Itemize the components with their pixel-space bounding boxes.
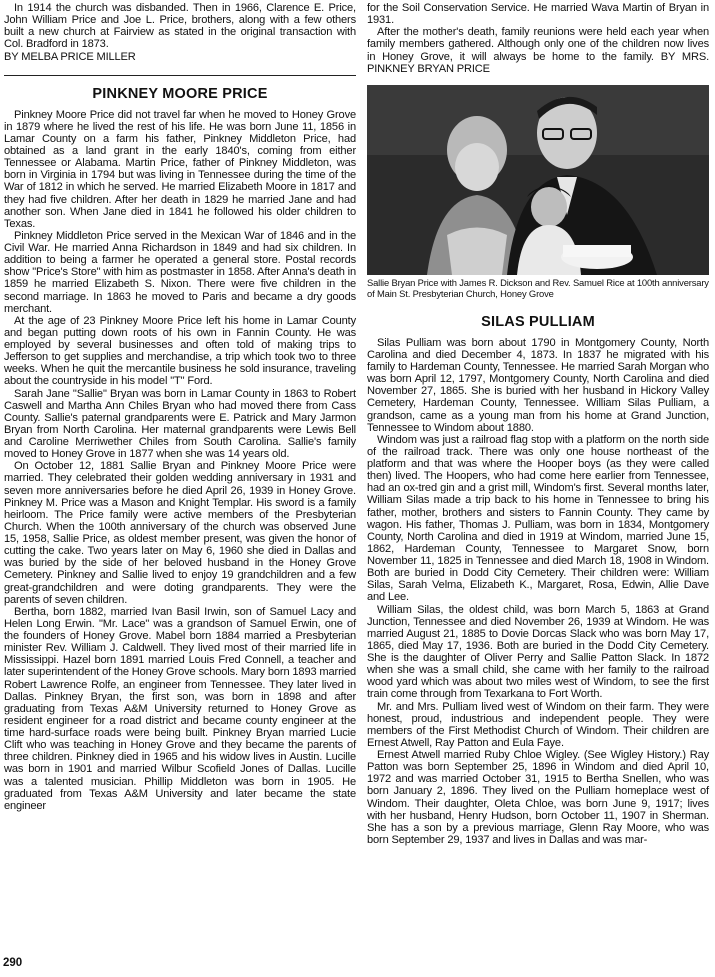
article-paragraph: Sarah Jane "Sallie" Bryan was born in Lamar County in 1863 to Robert Caswell and Martha Ann Chiles Bryan who had moved there from Cass County. Sallie's paternal grandparents were E. Patrick and Mary Jarmon Bryan from North Carolina. Her maternal grandparents were Lewis Bell and Caroline Merriwether Chiles from South Carolina. Sallie's family moved to Honey Grove in 1877 when she was 14 years old. — [4, 387, 356, 461]
article-paragraph: On October 12, 1881 Sallie Bryan and Pinkney Moore Price were married. They celebrated their golden wedding anniversary in 1931 and seven more anniversaries before he died April 26, 1939 in Honey Grove. Pinkney M. Price was a Mason and Knight Templar. His sword is a family heirloom. The Price family were active members of the Presbyterian Church. When the 100th anniversary of the church was observed June 15, 1958, Sallie Price, as oldest member present, was given the honor of cutting the cake. Two years later on May 6, 1960 she died in Dallas and was buried by the side of her beloved husband in the Honey Grove Cemetery. Pinkney and Sallie lived to enjoy 19 grandchildren and a few great-grandchildren and were doting grandparents. They were the parents of seven children. — [4, 460, 356, 606]
section-divider — [4, 75, 356, 76]
article-paragraph: Pinkney Middleton Price served in the Mexican War of 1846 and in the Civil War. He married Anna Richardson in 1849 and had six children. In addition to being a farmer he operated a general store. Postal records show "Price's Store" with him as postmaster in 1858. After Anna's death in 1859 he married Elizabeth S. Nixon. There were five children in the second marriage. In 1863 he moved to Paris and became a dry goods merchant. — [4, 229, 356, 315]
photo-illustration — [367, 85, 709, 275]
article-paragraph: Ernest Atwell married Ruby Chloe Wigley. (See Wigley History.) Ray Patton was born September 25, 1896 in Windom and died April 10, 1972 and was married October 31, 1915 to Bertha Snellen, who was born January 2, 1896. They lived on the Pulliam homeplace west of Windom. Their daughter, Oleta Chloe, was born June 9, 1917; lives with her husband, Henry Hudson, born October 11, 1907 in Sherman. She has a son by a previous marriage, Glenn Ray Moore, who was born September 29, 1937 and lives in Dallas and was mar- — [367, 749, 709, 846]
byline: BY MRS. PINKNEY BRYAN PRICE — [367, 50, 709, 75]
article-paragraph: Windom was just a railroad flag stop with a platform on the north side of the railroad track. There was only one house northeast of the platform and that was where the Hooper boys (as they were called then) lived. The Hoopers, who had come here earlier from Tennessee, had an ox-tred gin and a grist mill, Windom's first. Several months later, William Silas made a trip back to his home in Tennessee to bring his father, mother, brothers and sisters to Fannin County. They came by wagon. His father, Thomas J. Pulliam, was born in 1834, Montgomery County, North Carolina and died in 1919 at Windom, married June 15, 1862, Hardeman County, Tennessee to Margaret Snow, born November 11, 1825 in Tennessee and died March 18, 1908 in Windom. Both are buried in Dodd City Cemetery. Their children were: William Silas, Sarah Velma, Elizabeth K., Margaret, Rosa, Edwin, Allie Dave and Lee. — [367, 433, 709, 604]
photo-caption: Sallie Bryan Price with James R. Dickson and Rev. Samuel Rice at 100th anniversary of Main St. Presbyterian Church, Honey Grove — [367, 276, 709, 299]
article-paragraph: At the age of 23 Pinkney Moore Price left his home in Lamar County and began putting down roots of his own in Fannin County. He was employed by several businesses and often told of making trips to Jefferson to get supplies and merchandise, a trip which took two to three weeks. When he quit the mercantile business he sold insurance, traveling about the countryside in his model "T" Ford. — [4, 314, 356, 388]
article-paragraph: Silas Pulliam was born about 1790 in Montgomery County, North Carolina and died December 4, 1873. In 1837 he migrated with his family to Hardeman County, Tennessee. He married Sarah Morgan who was born April 12, 1797, Montgomery County, North Carolina and died November 27, 1865. She is buried with her husband in Hickory Valley Cemetery, Hardeman County, Tennessee. William Silas Pulliam, a grandson, came as a young man from his home at Grand Junction, Tennessee to Windom about 1880. — [367, 336, 709, 434]
intro-paragraph: In 1914 the church was disbanded. Then in 1966, Clarence E. Price, John William Price and Joe L. Price, brothers, along with a few others built a new church at Fairview as stated in the original transaction with Col. Bradford in 1873. — [4, 2, 356, 51]
article-paragraph: Bertha, born 1882, married Ivan Basil Irwin, son of Samuel Lacy and Helen Long Erwin. "Mr. Lace" was a grandson of Samuel Erwin, one of the founders of Honey Grove. Mabel born 1884 married a Presbyterian minister Rev. William J. Caldwell. They lived most of their married life in Mississippi. Hazel born 1891 married Louis Fred Connell, a teacher and later superintendent of the Honey Grove schools. Mary born 1893 married Robert Lawrence Rolfe, an engineer from Tennessee. They later lived in Dallas. Pinkney Bryan, the first son, was born in 1898 and after graduating from Texas A&M University returned to Honey Grove as resident engineer for a road district and became county engineer at the time hard-surface roads were being built. Pinkney Bryan married Lucie Clift who was teaching in Honey Grove and they became the parents of three children. Pinkney died in 1965 and his widow lives in Austin. Lucille was born in 1901 and married Wilbur Scofield Jones of Dallas. Lucille was a talented musician. Phillip Middleton was born in 1905. He graduated from Texas A&M University and later became the state engineer — [4, 605, 356, 812]
article-paragraph: Mr. and Mrs. Pulliam lived west of Windom on their farm. They were honest, proud, industrious and independent people. They were members of the First Methodist Church of Windom. Their children are Ernest Atwell, Ray Patton and Eula Faye. — [367, 700, 709, 749]
byline: BY MELBA PRICE MILLER — [4, 50, 136, 63]
article-heading: SILAS PULLIAM — [481, 313, 595, 330]
intro-paragraph — [367, 26, 709, 75]
intro-paragraph-text: After the mother's death, family reunions were held each year when family members gathered. Although only one of the children now lives in Honey Grove, it will always be home to the family. — [367, 26, 709, 63]
article-paragraph: Pinkney Moore Price did not travel far when he moved to Honey Grove in 1879 where he lived the rest of his life. He was born June 11, 1856 in Lamar County on a farm his father, Pinkney Middleton Price, had obtained as a land grant in the early 1840's, coming from either Tennessee or Alabama. Martin Price, father of Pinkney Middleton, was born in Virginia in 1794 but was living in Tennessee during the time of the War of 1812 in which he served. He married Elizabeth Moore in 1817 and they had five children. After her death in 1829 he married Jane and had another son. When Jane died in 1841 he followed his older children to Texas. — [4, 108, 356, 230]
continued-paragraph: for the Soil Conservation Service. He married Wava Martin of Bryan in 1931. — [367, 2, 709, 27]
page-number: 290 — [3, 957, 23, 969]
right-column — [367, 2, 709, 846]
article-heading: PINKNEY MOORE PRICE — [92, 85, 268, 102]
article-paragraph: William Silas, the oldest child, was born March 5, 1863 at Grand Junction, Tennessee and died November 26, 1939 at Windom. He was married August 21, 1885 to Dovie Dorcas Slack who was born May 17, 1865, died May 17, 1936. Both are buried in the Dodd City Cemetery. She is the daughter of Oliver Perry and Sallie Patton Slack. In 1872 when she was a small child, she came with her family to the railroad wood yard which was about two miles west of Windom, to see the first train come through from Texarkana to Fort Worth. — [367, 603, 709, 701]
anniversary-photo — [367, 85, 709, 275]
left-column — [4, 2, 356, 812]
